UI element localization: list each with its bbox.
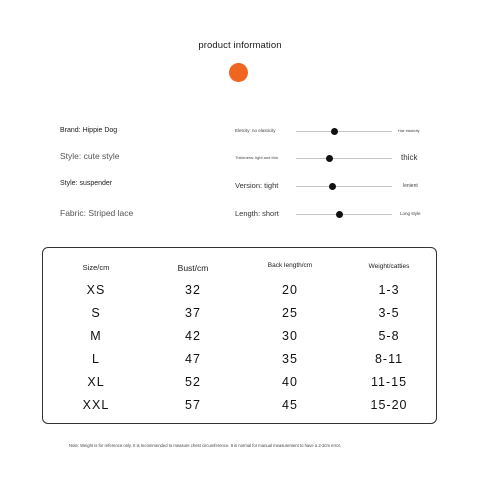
table-cell: 11-15 — [370, 375, 408, 389]
table-cell: 47 — [185, 352, 201, 366]
attribute-label-style-type: Style: suspender — [60, 180, 113, 187]
scale-thickness — [0, 152, 480, 164]
scale-knob — [326, 155, 333, 162]
table-cell: L — [92, 352, 100, 366]
table-cell: 52 — [185, 375, 201, 389]
table-cell: 20 — [282, 283, 298, 297]
scale-knob — [331, 128, 338, 135]
attribute-label-brand: Brand: Hippie Dog — [60, 127, 118, 134]
scale-left-label: Eletcity: no elasticity — [235, 128, 276, 133]
scale-line — [296, 158, 392, 159]
table-cell: 40 — [282, 375, 298, 389]
scale-line — [296, 186, 392, 187]
attribute-label-style: Style: cute style — [60, 151, 120, 161]
table-cell: 35 — [282, 352, 298, 366]
attribute-label-fabric: Fabric: Striped lace — [60, 208, 134, 218]
table-cell: 3-5 — [378, 306, 400, 320]
table-cell: 32 — [185, 283, 201, 297]
table-cell: 8-11 — [374, 352, 404, 366]
table-cell: XL — [87, 375, 105, 389]
table-cell: 42 — [185, 329, 201, 343]
scale-elasticity — [0, 125, 480, 137]
header-title: product information — [198, 40, 282, 51]
table-cell: XXL — [82, 398, 110, 412]
table-cell: 1-3 — [378, 283, 400, 297]
table-cell: 15-20 — [370, 398, 408, 412]
scale-line — [296, 214, 392, 215]
brand-dot — [229, 63, 248, 82]
scale-right-label: thick — [401, 153, 418, 162]
column-header-bust: Bust/cm — [177, 263, 209, 273]
column-header-weight: Weight/catties — [368, 263, 410, 270]
table-cell: 5-8 — [378, 329, 400, 343]
scale-left-label: Length: short — [235, 209, 279, 218]
table-cell: 37 — [185, 306, 201, 320]
table-cell: S — [91, 306, 101, 320]
column-header-back-length: Back length/cm — [267, 262, 313, 269]
scale-version — [0, 180, 480, 192]
table-cell: 25 — [282, 306, 298, 320]
scale-right-label: Long style — [400, 211, 421, 216]
scale-right-label: lenient — [403, 183, 418, 189]
footnote: Note: Weight is for reference only. It is recommended to measure chest circumference. It is normal for manual measurement to have a 2-3cm error. — [69, 443, 341, 448]
scale-left-label: Version: tight — [235, 181, 279, 190]
table-cell: 45 — [282, 398, 298, 412]
table-cell: 57 — [185, 398, 201, 412]
scale-knob — [329, 183, 336, 190]
scale-left-label: Thickness: light and thin — [235, 155, 278, 160]
scale-right-label: Hair elasticity — [398, 129, 420, 133]
table-cell: 30 — [282, 329, 298, 343]
table-cell: XS — [86, 283, 106, 297]
column-header-size: Size/cm — [82, 263, 110, 272]
size-table — [42, 247, 437, 424]
scale-line — [296, 131, 392, 132]
table-cell: M — [90, 329, 102, 343]
scale-length — [0, 208, 480, 220]
scale-knob — [336, 211, 343, 218]
